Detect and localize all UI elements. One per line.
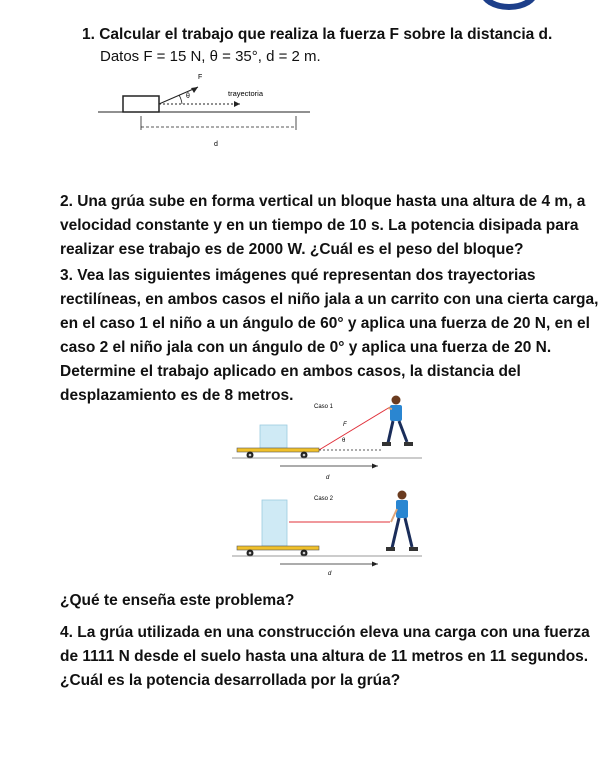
case-1-distance-label: d [326,475,330,481]
question-1-data: Datos F = 15 N, θ = 35°, d = 2 m. [100,48,321,65]
cart-load-tall [262,500,287,546]
child-figure-1 [382,396,413,447]
question-3: 3. Vea las siguientes imágenes qué representan dos trayectorias rectilíneas, en ambos casos el niño jala a un carrito con una cierta carga, en el caso 1 el niño a un ángulo de 60° y aplica una fuerza de 20 N, en el caso 2 el niño jala con un ángulo de 0° y aplica una fuerza de 20 N. Determine el trabajo aplicado en ambos casos, la distancia del desplazamiento es de 8 metros. [60,267,599,404]
case-2-title: Caso 2 [314,496,334,502]
question-4: 4. La grúa utilizada en una construcción eleva una carga con una fuerza de 1111 N desde el suelo hasta una altura de 11 metros en 11 segundos. ¿Cuál es la potencia desarrollada por la grúa? [60,624,590,689]
question-3-reflection: ¿Qué te enseña este problema? [60,592,295,609]
distance-label: d [214,141,218,148]
angle-label: θ [186,93,190,100]
rope-case-1 [319,407,390,450]
cart-base [237,546,319,550]
question-1-title: 1. Calcular el trabajo que realiza la fuerza F sobre la distancia d. [82,26,553,43]
block-shape [123,96,159,112]
case-1-force-label: F [343,422,347,428]
question-2: 2. Una grúa sube en forma vertical un bloque hasta una altura de 4 m, a velocidad constante y en un tiempo de 10 s. La potencia disipada para realizar ese trabajo es de 2000 W. ¿Cuál es el peso del bloque? [60,193,586,258]
school-logo [478,0,540,12]
case-2-distance-label: d [328,571,332,575]
figure-force-diagram [90,66,330,156]
child-figure-2 [386,491,418,552]
figure-case-2 [232,485,432,575]
path-label: trayectoria [228,89,264,98]
cart-load [260,425,287,448]
force-label: F [198,74,203,81]
figure-case-1 [232,390,432,490]
cart-base [237,448,319,452]
case-1-angle-label: θ [342,438,346,444]
case-1-title: Caso 1 [314,404,334,410]
